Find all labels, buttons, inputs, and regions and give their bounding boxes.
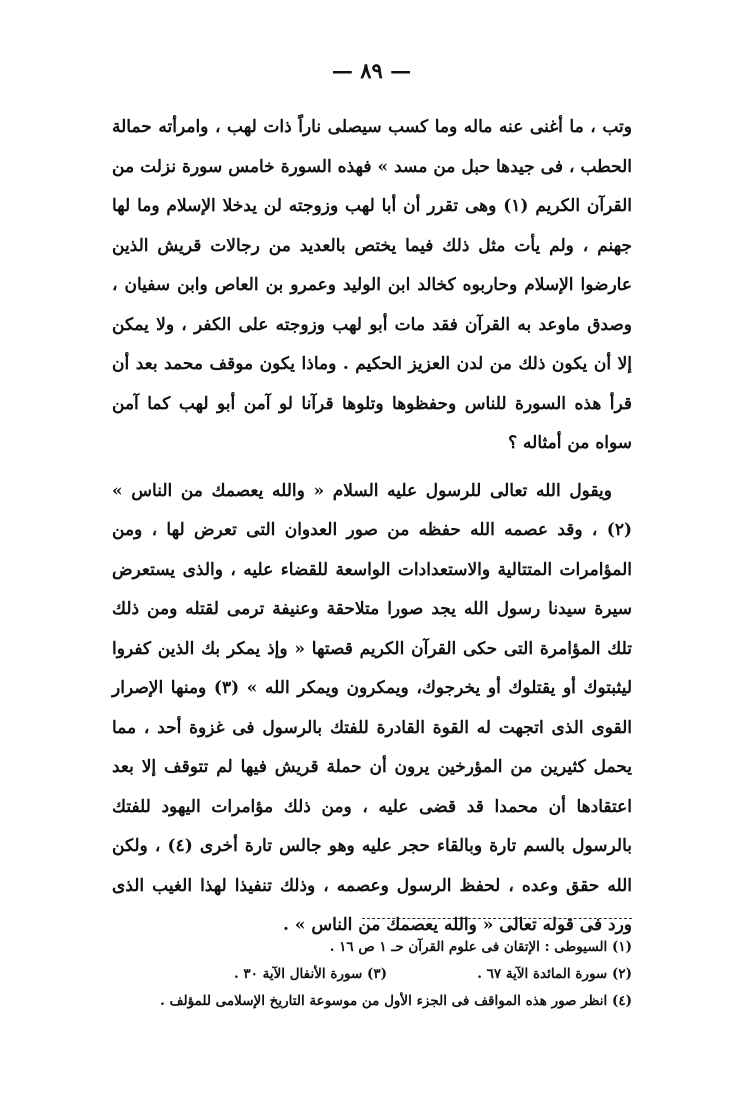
- footnote-2: (٢) سورة المائدة الآية ٦٧ .: [477, 966, 632, 982]
- footnote-4: (٤) انظر صور هذه المواقف فى الجزء الأول من موسوعة التاريخ الإسلامى للمؤلف .: [160, 993, 632, 1009]
- paragraph-1: وتب ، ما أغنى عنه ماله وما كسب سيصلى ناراً ذات لهب ، وامرأته حمالة الحطب ، فى جيدها حبل من مسد » فهذه السورة خامس سورة نزلت من القرآن الكريم (١) وهى تقرر أن أبا لهب وزوجته لن يدخلا الإسلام وما لها جهنم ، ولم يأت مثل ذلك فيما يختص بالعديد من رجالات قريش الذين عارضوا الإسلام وحاربوه كخالد ابن الوليد وعمرو بن العاص وابن سفيان ، وصدق ماوعد به القرآن فقد مات أبو لهب وزوجته على الكفر ، ولا يمكن إلا أن يكون ذلك من لدن العزيز الحكيم . وماذا يكون موقف محمد بعد أن قرأ هذه السورة للناس وحفظوها وتلوها قرآنا لو آمن أبو لهب كما آمن سواه من أمثاله ؟: [112, 117, 632, 453]
- footnote-row: [112, 961, 632, 988]
- body-text: [112, 108, 632, 946]
- page-number: — ٨٩ —: [331, 58, 412, 83]
- footnote-separator: [362, 918, 632, 919]
- footnotes: [112, 934, 632, 1015]
- paragraph-2: ويقول الله تعالى للرسول عليه السلام « والله يعصمك من الناس » (٢) ، وقد عصمه الله حفظه من صور العدوان التى تعرض لها ، ومن المؤامرات المتتالية والاستعدادات الواسعة للقضاء عليه ، والذى يستعرض سيرة سيدنا رسول الله يجد صورا متلاحقة وعنيفة ترمى لقتله ومن ذلك تلك المؤامرة التى حكى القرآن الكريم قصتها « وإذ يمكر بك الذين كفروا ليثبتوك أو يقتلوك أو يخرجوك، ويمكرون ويمكر الله » (٣) ومنها الإصرار القوى الذى اتجهت له القوة القادرة للفتك بالرسول فى غزوة أحد ، مما يحمل كثيرين من المؤرخين يرون أن حملة قريش فيها لم تتوقف إلا بعد اعتقادها أن محمدا قد قضى عليه ، ومن ذلك مؤامرات اليهود للفتك بالرسول بالسم تارة وبالقاء حجر عليه وهو جالس تارة أخرى (٤) ، ولكن الله حقق وعده ، لحفظ الرسول وعصمه ، وذلك تنفيذا لهذا الغيب الذى ورد فى قوله تعالى « والله يعصمك من الناس » .: [112, 480, 633, 935]
- footnote-3: (٣) سورة الأنفال الآية ٣٠ .: [233, 966, 387, 982]
- footnote-1: (١) السيوطى : الإتقان فى علوم القرآن حـ ١ ص ١٦ .: [329, 939, 632, 955]
